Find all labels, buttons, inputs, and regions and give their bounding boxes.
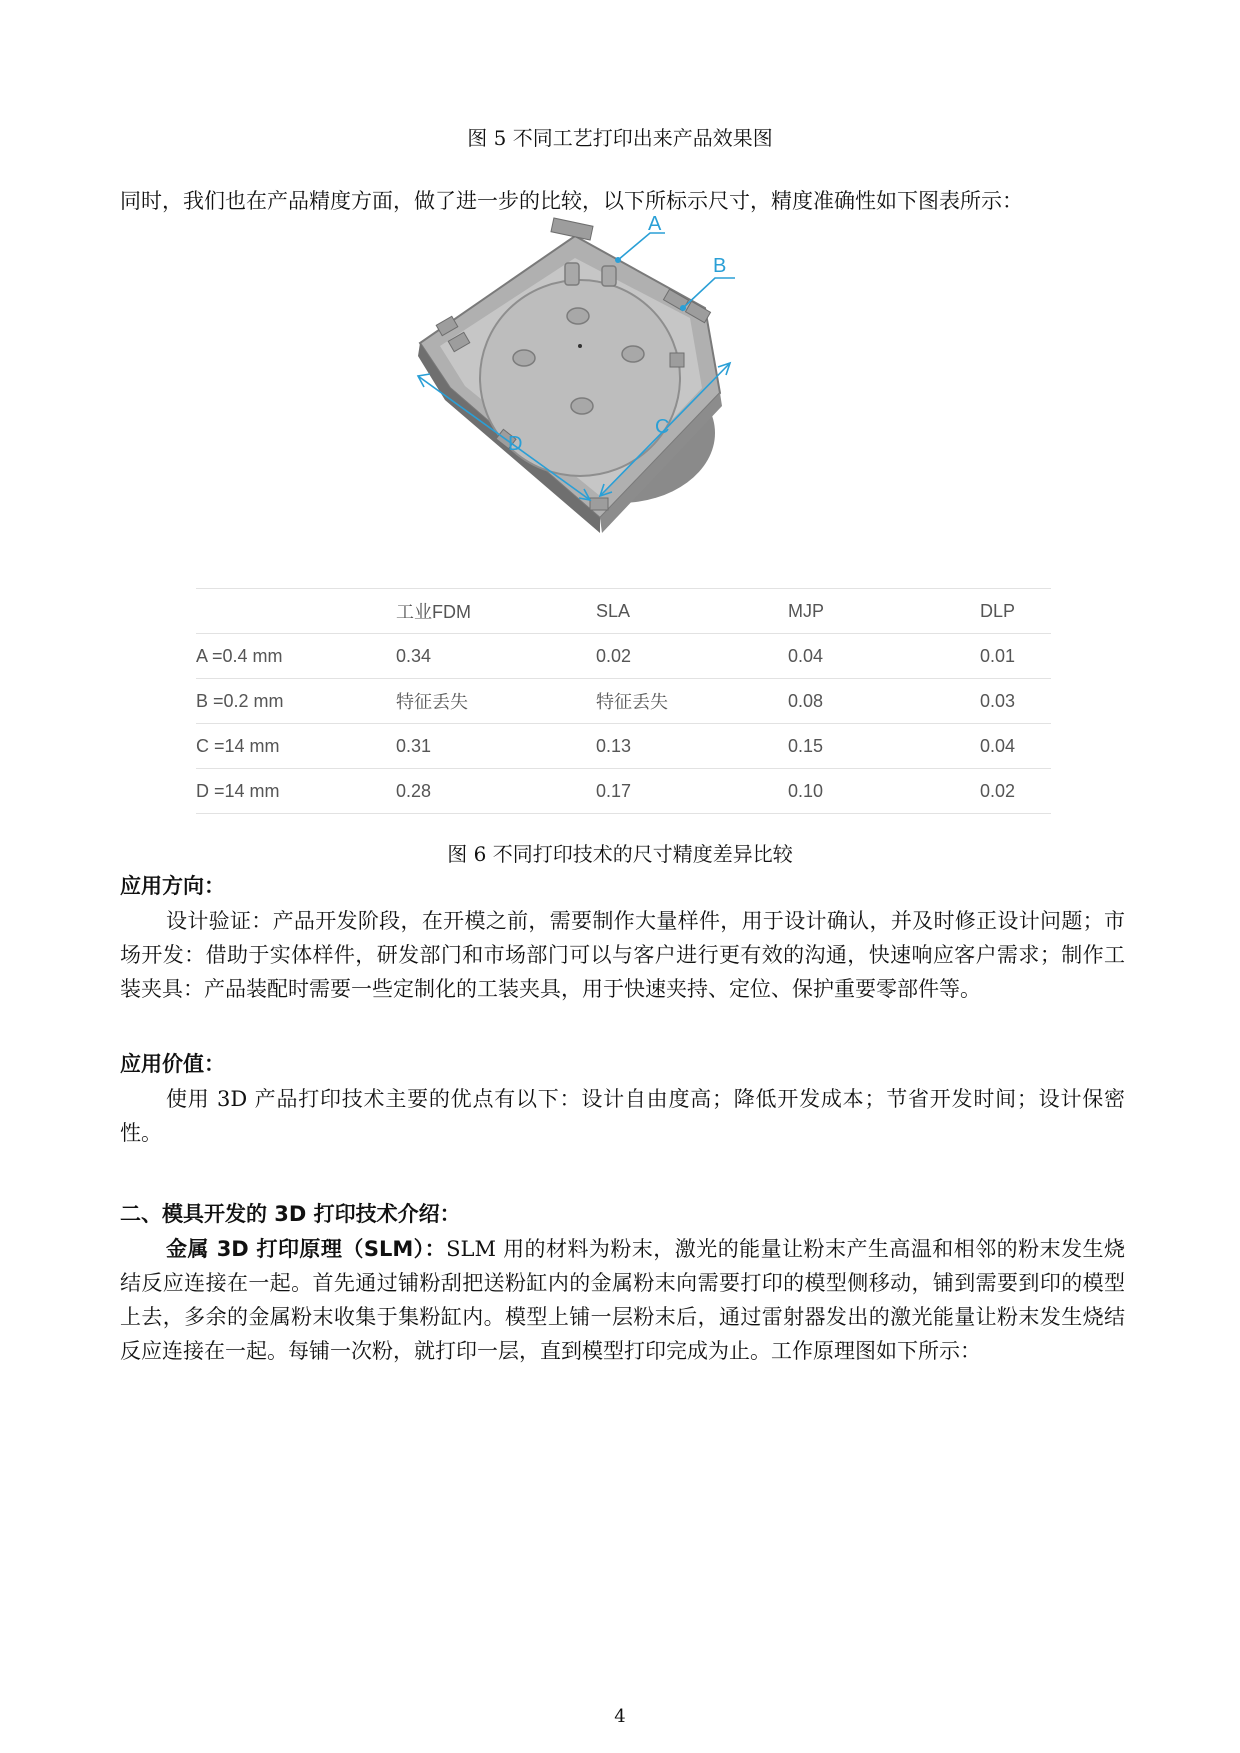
table-header-cell: DLP — [980, 589, 1051, 634]
table-row — [196, 679, 1051, 724]
table-cell: 0.34 — [396, 634, 596, 679]
post-right — [622, 346, 644, 362]
accuracy-table — [196, 588, 1051, 814]
table-cell: 特征丢失 — [596, 679, 788, 724]
app-direction-paragraph: 设计验证：产品开发阶段，在开模之前，需要制作大量样件，用于设计确认，并及时修正设计问题；市场开发：借助于实体样件，研发部门和市场部门可以与客户进行更有效的沟通，快速响应客户需求；制作工装夹具：产品装配时需要一些定制化的工装夹具，用于快速夹持、定位、保护重要零部件等。 — [120, 909, 1125, 1001]
table-cell: 0.04 — [980, 724, 1051, 769]
slm-lead: 金属 3D 打印原理（SLM）： — [166, 1237, 447, 1261]
label-c: C — [655, 416, 670, 438]
part-dimension-figure — [440, 213, 840, 568]
table-row — [196, 724, 1051, 769]
tab-right-3 — [670, 353, 684, 367]
table-header-cell: 工业FDM — [396, 589, 596, 634]
app-value-paragraph: 使用 3D 产品打印技术主要的优点有以下：设计自由度高；降低开发成本；节省开发时间；设计保密性。 — [120, 1087, 1125, 1145]
annotation-b-dot — [680, 305, 686, 311]
table-cell: 特征丢失 — [396, 679, 596, 724]
table-cell: 0.31 — [396, 724, 596, 769]
page-number: 4 — [614, 1706, 626, 1727]
post-bottom — [571, 398, 593, 414]
table-header-cell: MJP — [788, 589, 980, 634]
table-cell: 0.01 — [980, 634, 1051, 679]
table-cell: 0.28 — [396, 769, 596, 814]
label-b: B — [713, 255, 727, 277]
annotation-a-dot — [615, 257, 621, 263]
tab-bottom-2 — [590, 498, 608, 510]
table-header-cell: SLA — [596, 589, 788, 634]
table-cell: 0.10 — [788, 769, 980, 814]
table-row — [196, 634, 1051, 679]
table-cell: B =0.2 mm — [196, 679, 396, 724]
center-hole — [578, 344, 582, 348]
label-a: A — [648, 213, 662, 235]
intro-paragraph: 同时，我们也在产品精度方面，做了进一步的比较，以下所标示尺寸，精度准确性如下图表所示： — [120, 189, 1023, 213]
table-cell: 0.13 — [596, 724, 788, 769]
figure-5-caption: 图 5 不同工艺打印出来产品效果图 — [467, 126, 773, 150]
table-cell: D =14 mm — [196, 769, 396, 814]
table-row — [196, 769, 1051, 814]
label-d: D — [508, 433, 523, 455]
table-cell: 0.15 — [788, 724, 980, 769]
app-direction-heading: 应用方向： — [120, 874, 225, 898]
post-rear-1 — [565, 263, 579, 285]
section-2-heading: 二、模具开发的 3D 打印技术介绍： — [120, 1202, 461, 1226]
app-value-heading: 应用价值： — [120, 1052, 225, 1076]
post-left — [513, 350, 535, 366]
table-header-cell — [196, 589, 396, 634]
table-cell: C =14 mm — [196, 724, 396, 769]
table-cell: 0.03 — [980, 679, 1051, 724]
table-cell: 0.08 — [788, 679, 980, 724]
post-top — [567, 308, 589, 324]
table-cell: 0.02 — [980, 769, 1051, 814]
annotation-a-leader — [618, 233, 665, 260]
table-header-row — [196, 589, 1051, 634]
annotation-a — [618, 233, 665, 260]
table-cell: 0.02 — [596, 634, 788, 679]
tab-top — [551, 218, 593, 240]
slm-paragraph — [120, 1232, 1125, 1368]
slm-body: SLM 用的材料为粉末，激光的能量让粉末产生高温和相邻的粉末发生烧结反应连接在一起。首先通过铺粉刮把送粉缸内的金属粉末向需要打印的模型侧移动，铺到需要到印的模型上去，多余的金属粉末收集于集粉缸内。模型上铺一层粉末后，通过雷射器发出的激光能量让粉末发生烧结反应连接在一起。每铺一次粉，就打印一层，直到模型打印完成为止。工作原理图如下所示： — [120, 1237, 1125, 1363]
table-cell: 0.17 — [596, 769, 788, 814]
post-rear-2 — [602, 266, 616, 286]
figure-6-caption: 图 6 不同打印技术的尺寸精度差异比较 — [447, 842, 793, 866]
table-cell: A =0.4 mm — [196, 634, 396, 679]
table-cell: 0.04 — [788, 634, 980, 679]
